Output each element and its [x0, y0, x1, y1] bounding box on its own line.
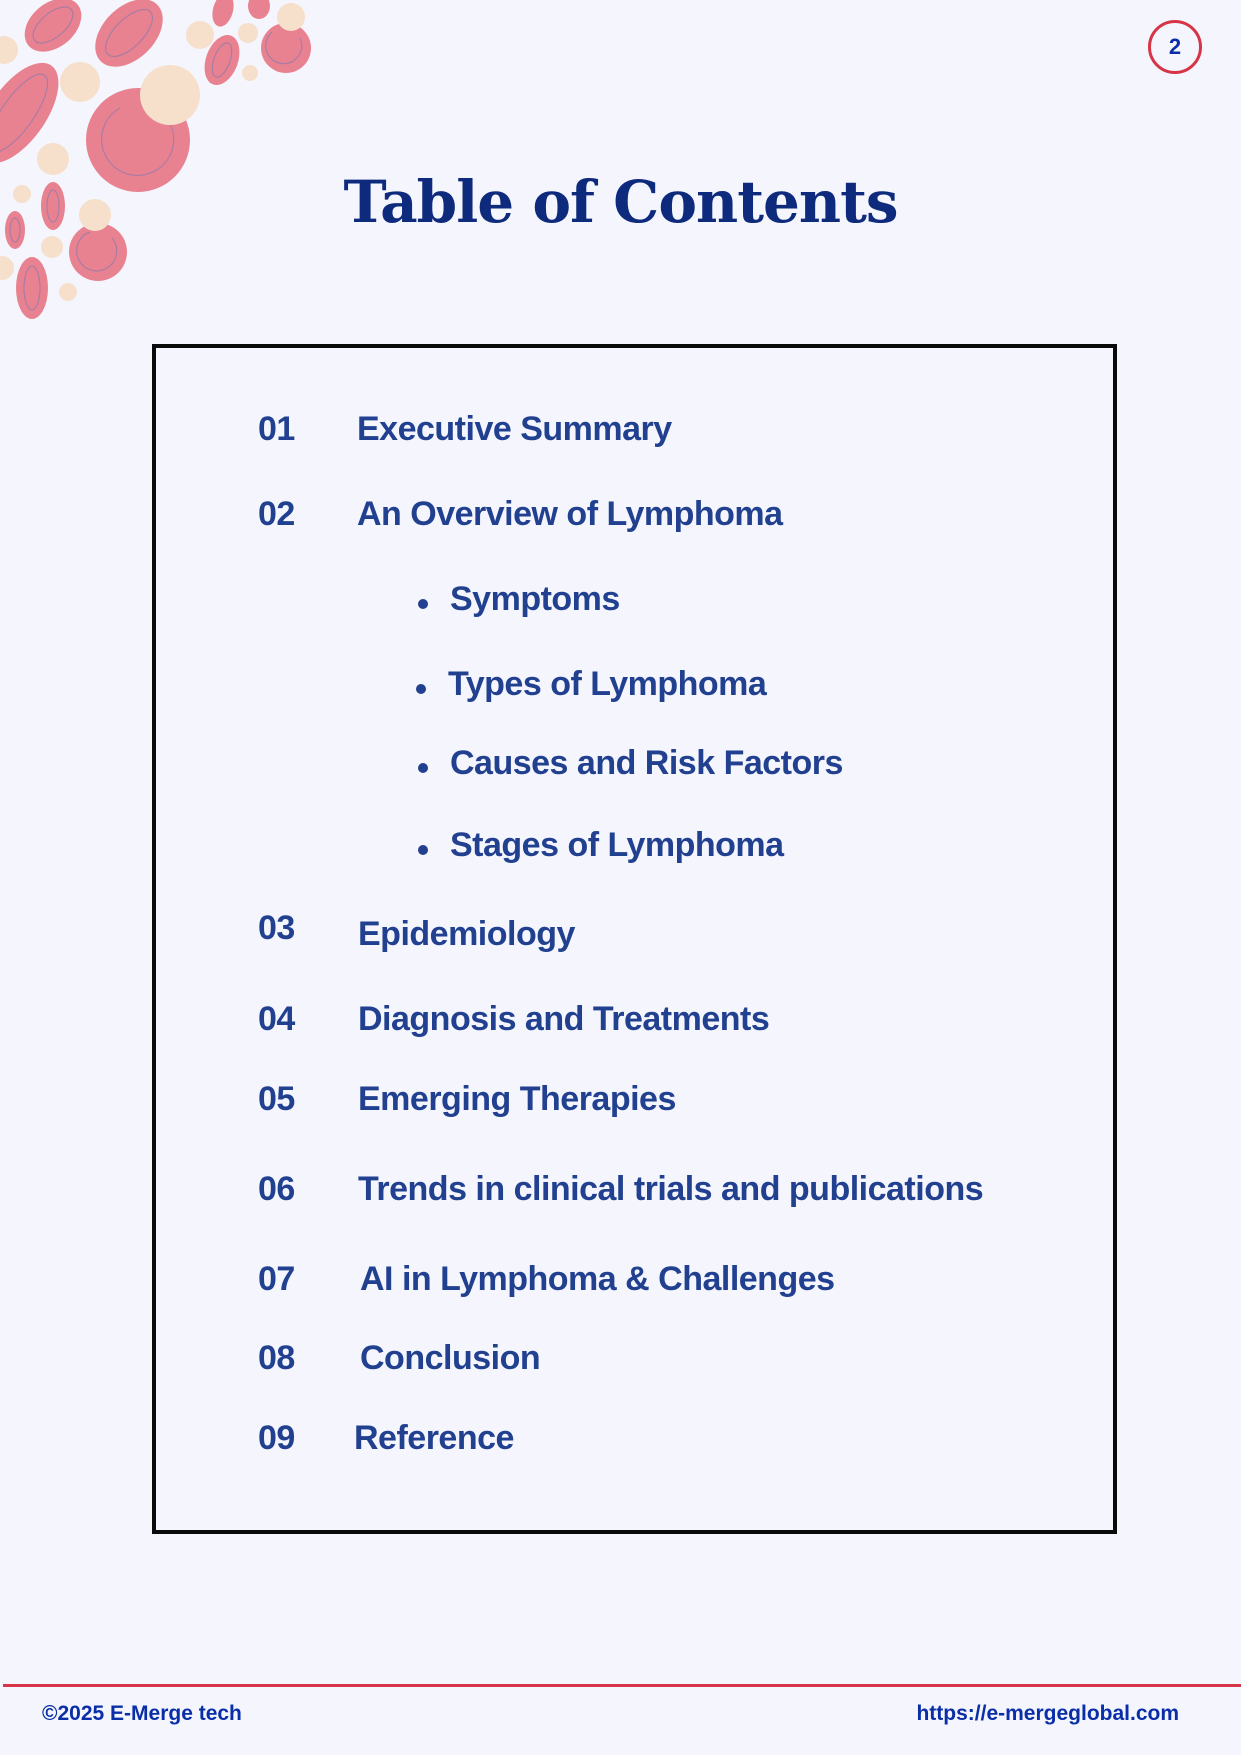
toc-entry-number: 01 — [258, 410, 295, 448]
toc-subentry-label: Stages of Lymphoma — [450, 826, 784, 864]
footer-website-link[interactable]: https://e-mergeglobal.com — [916, 1702, 1179, 1725]
page-number-badge — [1148, 20, 1202, 74]
toc-entry-number: 03 — [258, 909, 295, 947]
footer-divider — [3, 1684, 1241, 1687]
toc-entry-label: Trends in clinical trials and publications — [358, 1170, 984, 1208]
toc-entry-number: 02 — [258, 495, 295, 533]
toc-entry-label: Epidemiology — [358, 915, 575, 953]
toc-entry-number: 09 — [258, 1419, 295, 1457]
page-number: 2 — [1168, 34, 1182, 59]
toc-entry-label: An Overview of Lymphoma — [357, 495, 783, 533]
toc-entry-number: 06 — [258, 1170, 295, 1208]
toc-entry-label: Conclusion — [360, 1339, 541, 1377]
toc-entry-label: AI in Lymphoma & Challenges — [360, 1260, 835, 1298]
toc-subentry-label: Types of Lymphoma — [448, 665, 767, 703]
toc-entry-label: Diagnosis and Treatments — [358, 1000, 770, 1038]
toc-entry-number: 07 — [258, 1260, 295, 1298]
toc-entry-number: 05 — [258, 1080, 295, 1118]
toc-subentry-label: Symptoms — [450, 580, 620, 618]
toc-entry-number: 04 — [258, 1000, 295, 1038]
toc-entry-label: Emerging Therapies — [358, 1080, 676, 1118]
toc-subentry-label: Causes and Risk Factors — [450, 744, 843, 782]
bullet-icon — [418, 763, 428, 773]
bullet-icon — [416, 684, 426, 694]
toc-entry-number: 08 — [258, 1339, 295, 1377]
page-title: Table of Contents — [343, 168, 898, 236]
footer-copyright: ©2025 E-Merge tech — [42, 1702, 242, 1725]
toc-entry-label: Executive Summary — [357, 410, 672, 448]
blood-cells-illustration — [0, 0, 320, 330]
toc-entry-label: Reference — [354, 1419, 514, 1457]
bullet-icon — [418, 599, 428, 609]
bullet-icon — [418, 845, 428, 855]
